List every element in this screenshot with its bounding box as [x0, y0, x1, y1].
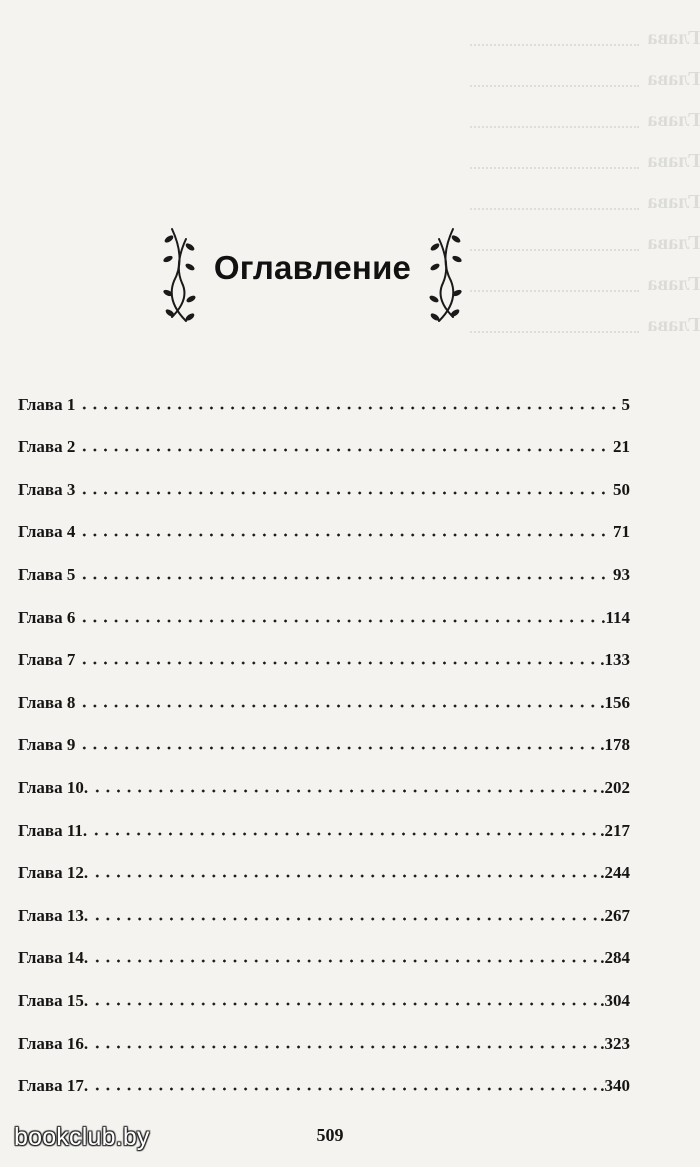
toc-entry-label: Глава 6	[18, 607, 76, 627]
dot-leader	[92, 959, 598, 963]
dot-leader	[79, 746, 598, 750]
dot-leader	[92, 917, 598, 921]
toc-entry	[18, 457, 630, 500]
toc-entry	[18, 883, 630, 926]
toc-entry	[18, 968, 630, 1011]
toc-entry	[18, 926, 630, 969]
dot-leader	[79, 704, 598, 708]
dot-leader	[79, 491, 611, 495]
toc-entry	[18, 415, 630, 458]
toc-entry-page: 71	[613, 522, 630, 542]
toc-entry-page: 21	[613, 437, 630, 457]
toc-entry-page: .340	[600, 1076, 630, 1096]
dot-leader	[91, 832, 598, 836]
toc-entry-page: .217	[600, 820, 630, 840]
toc-entry	[18, 500, 630, 543]
toc-entry-page: .244	[600, 863, 630, 883]
dot-leader	[79, 661, 598, 665]
toc-entry-label: Глава 2	[18, 437, 76, 457]
title-block	[160, 225, 465, 325]
toc-entry	[18, 755, 630, 798]
toc-entry-label: Глава 4	[18, 522, 76, 542]
branch-ornament-icon	[160, 225, 200, 325]
bleed-through-text: Глава Глава Глава Глава Глава Глава Глава Глава	[470, 18, 700, 338]
toc-entry	[18, 713, 630, 756]
branch-ornament-icon	[425, 225, 465, 325]
toc-entry-label: Глава 13.	[18, 905, 89, 925]
page-title: Оглавление	[213, 249, 412, 286]
page-number: 509	[316, 1125, 344, 1145]
toc-entry	[18, 1011, 630, 1054]
toc-entry-label: Глава 10.	[18, 777, 89, 797]
toc-entry-label: Глава 5	[18, 564, 76, 584]
toc-entry-page: 5	[621, 394, 630, 414]
toc-entry	[18, 585, 630, 628]
toc-entry	[18, 798, 630, 841]
toc-entry-page: 93	[613, 564, 630, 584]
toc-entry-page: .156	[600, 692, 630, 712]
toc-entry	[18, 1054, 630, 1097]
toc-entry-page: .284	[600, 948, 630, 968]
toc-entry-page: .178	[600, 735, 630, 755]
toc-entry-page: .133	[600, 650, 630, 670]
dot-leader	[79, 619, 599, 623]
dot-leader	[92, 1045, 598, 1049]
dot-leader	[79, 533, 611, 537]
dot-leader	[92, 874, 598, 878]
toc-entry-page: .323	[600, 1033, 630, 1053]
dot-leader	[92, 789, 598, 793]
toc-entry-label: Глава 14.	[18, 948, 89, 968]
toc-entry-page: .114	[601, 607, 630, 627]
toc-entry-page: .267	[600, 905, 630, 925]
table-of-contents	[18, 372, 630, 1096]
toc-entry-label: Глава 11.	[18, 820, 88, 840]
dot-leader	[79, 576, 611, 580]
toc-entry-page: .202	[600, 777, 630, 797]
toc-entry-label: Глава 3	[18, 479, 76, 499]
dot-leader	[92, 1002, 598, 1006]
toc-entry-label: Глава 15.	[18, 990, 89, 1010]
toc-entry-page: 50	[613, 479, 630, 499]
toc-entry-label: Глава 7	[18, 650, 76, 670]
dot-leader	[79, 448, 611, 452]
toc-entry-label: Глава 17.	[18, 1076, 89, 1096]
toc-entry	[18, 542, 630, 585]
toc-entry-label: Глава 12.	[18, 863, 89, 883]
toc-entry	[18, 628, 630, 671]
toc-entry-page: .304	[600, 990, 630, 1010]
toc-entry-label: Глава 1	[18, 394, 76, 414]
toc-entry	[18, 670, 630, 713]
dot-leader	[92, 1087, 598, 1091]
dot-leader	[79, 406, 619, 410]
toc-entry-label: Глава 8	[18, 692, 76, 712]
toc-entry	[18, 372, 630, 415]
toc-entry	[18, 841, 630, 884]
watermark: bookclub.by	[14, 1123, 150, 1151]
toc-entry-label: Глава 9	[18, 735, 76, 755]
toc-entry-label: Глава 16.	[18, 1033, 89, 1053]
